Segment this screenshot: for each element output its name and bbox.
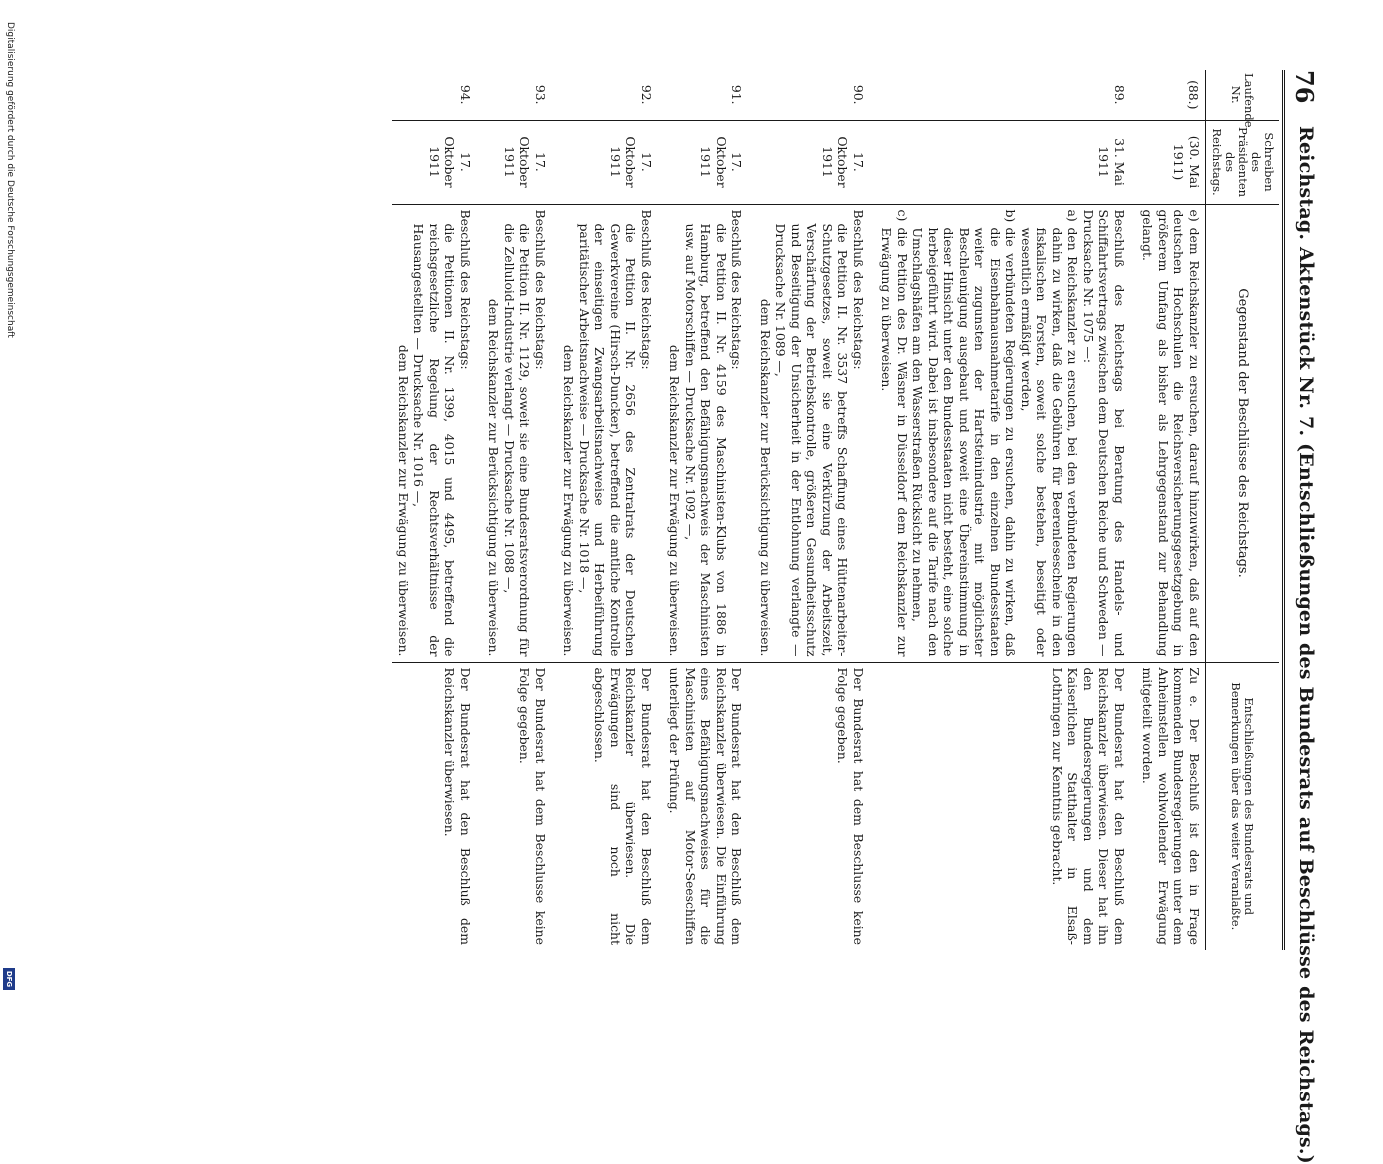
item-label: a) [1065,209,1081,222]
dfg-logo: DFG [3,968,15,990]
subject-referral: dem Reichskanzler zur Erwägung zu überweisen. [561,344,577,657]
subject-intro: Beschluß des Reichstags bei Beratung des Handels- und Schiffahrtsvertrags zwischen dem Deutschen Reiche und Schweden — Drucksache Nr. 1075 —: [1081,209,1127,657]
subject-body: die Petition II. Nr. 2656 des Zentralrats der Deutschen Gewerkvereine (Hirsch-Duncker), betreffend die amtliche Kontrolle der einseitigen Zwangsarbeitsnachweise und Herbeiführung paritätischer Arbeitsnachweise — Drucksache Nr. 1018 —, [577,223,639,657]
subject-referral: dem Reichskanzler zur Erwägung zu überweisen. [667,344,683,657]
column-header-decision: Entschließungen des Bundesrats und Bemerkungen über das weiter Veranlaßte. [1206,662,1280,950]
table-row [1137,70,1206,950]
row-decision: Der Bundesrat hat den Beschluß dem Reichskanzler überwiesen. Dieser hat ihn den Bundesregierungen und dem Kaiserlichen Statthalter in Elsaß-Lothringen zur Kenntnis gebracht. [876,662,1137,950]
table-row [876,70,1137,950]
row-date: 17. Oktober 1911 [483,120,558,204]
row-date: 17. Oktober 1911 [664,120,755,204]
row-subject [755,204,877,662]
row-decision: Der Bundesrat hat den Beschluß dem Reichskanzler überwiesen. Die Einführung eines Befähigungsnachweises für die Maschinisten auf Motor-Seeschiffen unterliegt der Prüfung. [664,662,755,950]
subject-item-c [879,210,910,657]
funding-note: Digitalisierung gefördert durch die Deutsche Forschungsgemeinschaft [5,22,15,338]
column-header-letter: Schreiben des Präsidenten des Reichstags. [1206,120,1280,204]
page-number: 76 [1290,70,1319,104]
row-date: 31. Mai 1911 [876,120,1137,204]
subject-referral: dem Reichskanzler zur Berücksichtigung zu überweisen. [758,298,773,657]
row-subject [393,204,484,662]
row-date: 17. Oktober 1911 [755,120,877,204]
row-number: 93. [533,84,548,105]
digitization-footer [0,0,15,1000]
subject-body: die Petition II. Nr. 1129, soweit sie eine Bundesratsverordnung für die Zelluloid-Industrie verlangt — Drucksache Nr. 1088 —, [502,223,533,657]
row-number: (88.) [1186,80,1201,110]
column-header-number: Laufende Nr. [1206,70,1280,120]
row-decision: Der Bundesrat hat den Beschluß dem Reichskanzler überwiesen. Die Erwägungen sind noch nicht abgeschlossen. [558,662,664,950]
subject-item-b [910,210,1019,657]
item-text: die verbündeten Regierungen zu ersuchen, dahin zu wirken, daß die Eisenbahnausnahmetarife in den einzelnen Bundesstaaten weiter zugunsten der Hartsteinindustrie mit möglichster Beschleunigung ausgebaut und soweit eine Übereinstimmung in dieser Hinsicht unter den Bundesstaaten nicht besteht, eine solche herbeigeführt wird. Dabei ist insbesondere auf die Tarife nach den Umschlagshäfen am den Wasserstraßen Rücksicht zu nehmen, [910,227,1019,657]
item-label: c) [895,209,910,222]
subject-intro: Beschluß des Reichstags: [729,209,745,370]
column-header-subject: Gegenstand der Beschlüsse des Reichstags. [1206,204,1280,662]
item-label: b) [1003,209,1019,223]
subject-intro: Beschluß des Reichstags: [533,209,548,370]
table-row [664,70,755,950]
subject-body: die Petition II. Nr. 4159 des Maschinisten-Klubs von 1886 in Hamburg, betreffend den Befähigungsnachweis der Maschinisten usw. auf Motorschiffen — Drucksache Nr. 1092 —, [683,223,729,657]
table-row [558,70,664,950]
row-date: 17. Oktober 1911 [558,120,664,204]
item-text: die Petition des Dr. Wäsner in Düsseldorf dem Reichskanzler zur Erwägung zu überweisen. [879,227,910,657]
row-number: 94. [458,84,473,105]
subject-intro: Beschluß des Reichstags: [851,209,866,370]
row-decision: Zu e. Der Beschluß ist den in Frage kommenden Bundesregierungen unter dem Anheimstellen wohlwollender Erwägung mitgeteilt worden. [1137,662,1206,950]
row-subject [664,204,755,662]
row-number: 89. [1112,84,1127,105]
row-number: 92. [639,84,654,105]
resolutions-table [393,70,1280,950]
row-number: 91. [729,84,745,105]
subject-body: die Petition II. Nr. 3537 betreffs Schaffung eines Hüttenarbeiter-Schutzgesetzes, soweit sie eine Verkürzung der Arbeitszeit, Verschärfung der Betriebskontrolle, größeren Gesundheitsschutz und Beseitigung der Unsicherheit in der Entlohnung verlangte — Drucksache Nr. 1089 —, [773,223,851,657]
header-rule [1282,70,1285,950]
item-text: den Reichskanzler zu ersuchen, bei den verbündeten Regierungen dahin zu wirken, daß die Gebühren für Beerenlesescheine in den fiskalischen Forsten, soweit solche bestehen, beseitigt oder wesentlich ermäßigt werden, [1019,227,1081,657]
subject-referral: dem Reichskanzler zur Berücksichtigung zu überweisen. [486,298,502,657]
page-header [1285,70,1319,1164]
row-subject [483,204,558,662]
table-header-row [1206,70,1280,950]
row-date: 17. Oktober 1911 [393,120,484,204]
row-subject [876,204,1137,662]
subject-referral: dem Reichskanzler zur Erwägung zu überweisen. [396,344,411,657]
subject-body: die Petitionen II. Nr. 1399, 4015 und 4495, betreffend die reichsgesetzliche Regelung der Rechtsverhältnisse der Hausangestellten — Drucksache Nr. 1016 —, [411,223,458,657]
subject-intro: Beschluß des Reichstags: [639,209,654,370]
row-subject: e) dem Reichskanzler zu ersuchen, darauf hinzuwirken, daß auf den deutschen Hochschulen die Reichsversicherungsgesetzgebung in größerem Umfang als bisher als Lehrgegenstand zur Behandlung gelangt. [1137,204,1206,662]
subject-item-a [1019,210,1081,657]
page-title: Reichstag. Aktenstück Nr. 7. (Entschließungen des Bundesrats auf Beschlüsse des Reichstags.) [1295,126,1317,1164]
row-decision: Der Bundesrat hat dem Beschlusse keine Folge gegeben. [483,662,558,950]
row-decision: Der Bundesrat hat den Beschluß dem Reichskanzler überwiesen. [393,662,484,950]
row-date: (30. Mai 1911) [1137,120,1206,204]
table-row [483,70,558,950]
row-number: 90. [851,84,866,105]
subject-intro: Beschluß des Reichstags: [458,209,473,370]
table-row [393,70,484,950]
row-decision: Der Bundesrat hat dem Beschlusse keine Folge gegeben. [755,662,877,950]
row-subject [558,204,664,662]
table-row [755,70,877,950]
